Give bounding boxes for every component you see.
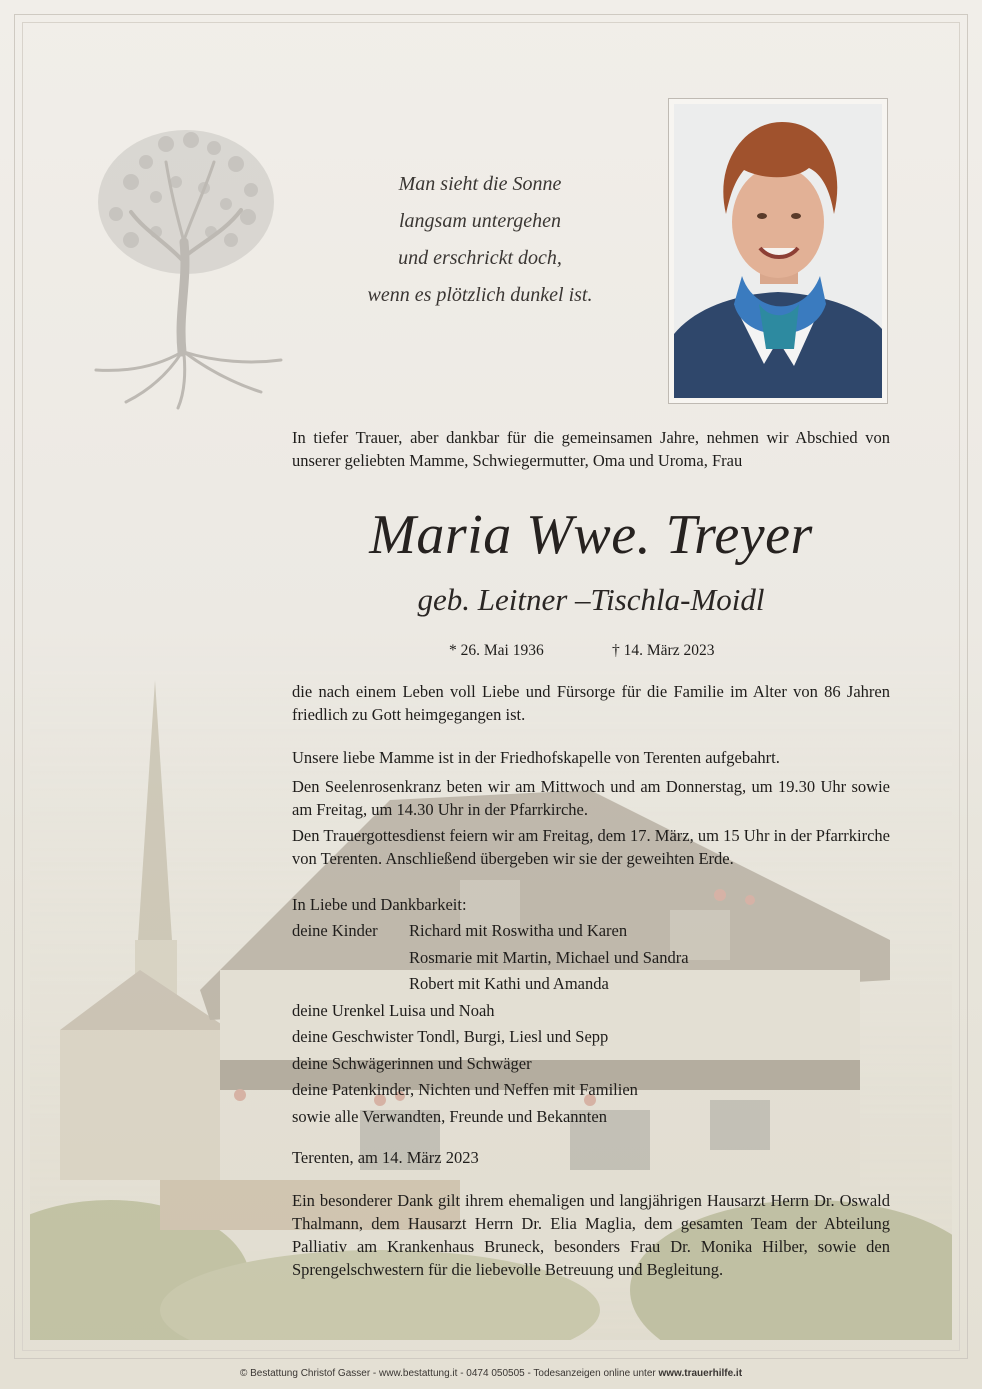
thanks-paragraph: Ein besonderer Dank gilt ihrem ehemaligen und langjährigen Hausarzt Herrn Dr. Oswald Thalmann, dem Hausarzt Herrn Dr. Elia Maglia, dem gesamten Team der Abteilung Palliativ am Krankenhaus Bruneck, besonders Frau Dr. Monika Hilber, sowie den Sprengelschwestern für die liebevolle Betreuung und Begleitung. (292, 1191, 890, 1279)
list-item: deine Patenkinder, Nichten und Neffen mit Familien (292, 1080, 638, 1099)
list-item: deine Urenkel Luisa und Noah (292, 1000, 495, 1020)
poem-line: langsam untergehen (398, 210, 561, 232)
portrait-photo (674, 104, 882, 398)
birth-date: * 26. Mai 1936 (449, 642, 544, 659)
poem (330, 166, 630, 314)
children-label: deine Kinder (292, 921, 378, 940)
list-item (292, 918, 890, 945)
rosary-paragraph: Den Seelenrosenkranz beten wir am Mittwoch und am Donnerstag, um 19.30 Uhr sowie am Freitag, um 14.30 Uhr in der Pfarrkirche. (292, 777, 890, 819)
intro-text: In tiefer Trauer, aber dankbar für die gemeinsamen Jahre, nehmen wir Abschied von unserer geliebten Mamme, Schwiegermutter, Oma und Uroma, Frau (292, 428, 890, 470)
tree-of-life-icon (86, 122, 286, 412)
list-item: deine Schwägerinnen und Schwäger (292, 1053, 532, 1073)
portrait-frame (668, 98, 888, 404)
love-gratitude-heading: In Liebe und Dankbarkeit: (292, 895, 467, 914)
list-item: deine Geschwister Tondl, Burgi, Liesl und Sepp (292, 1027, 609, 1046)
maiden-name: geb. Leitner –Tischla-Moidl (417, 582, 765, 617)
death-date: † 14. März 2023 (612, 642, 715, 659)
passing-paragraph: die nach einem Leben voll Liebe und Fürsorge für die Familie im Alter von 86 Jahren friedlich zu Gott heimgegangen ist. (292, 682, 890, 724)
footer-text: © Bestattung Christof Gasser - www.bestattung.it - 0474 050505 - Todesanzeigen online unter (239, 1368, 659, 1379)
mourners-list (292, 918, 890, 1130)
poem-line: wenn es plötzlich dunkel ist. (367, 284, 593, 306)
poem-line: Man sieht die Sonne (398, 173, 562, 195)
list-item: sowie alle Verwandten, Freunde und Bekannten (292, 1106, 607, 1126)
children-name: Robert mit Kathi und Amanda (409, 974, 609, 993)
children-name: Rosmarie mit Martin, Michael und Sandra (409, 947, 689, 967)
footer-link[interactable]: www.trauerhilfe.it (658, 1368, 743, 1379)
deceased-name: Maria Wwe. Treyer (369, 504, 813, 566)
children-name: Richard mit Roswitha und Karen (409, 921, 628, 940)
laid-out-paragraph: Unsere liebe Mamme ist in der Friedhofskapelle von Terenten aufgebahrt. (292, 748, 780, 767)
place-and-date: Terenten, am 14. März 2023 (292, 1148, 479, 1167)
footer (0, 1368, 982, 1379)
funeral-paragraph: Den Trauergottesdienst feiern wir am Freitag, dem 17. März, um 15 Uhr in der Pfarrkirche von Terenten. Anschließend übergeben wir sie der geweihten Erde. (292, 826, 890, 868)
poem-line: und erschrickt doch, (398, 247, 562, 269)
